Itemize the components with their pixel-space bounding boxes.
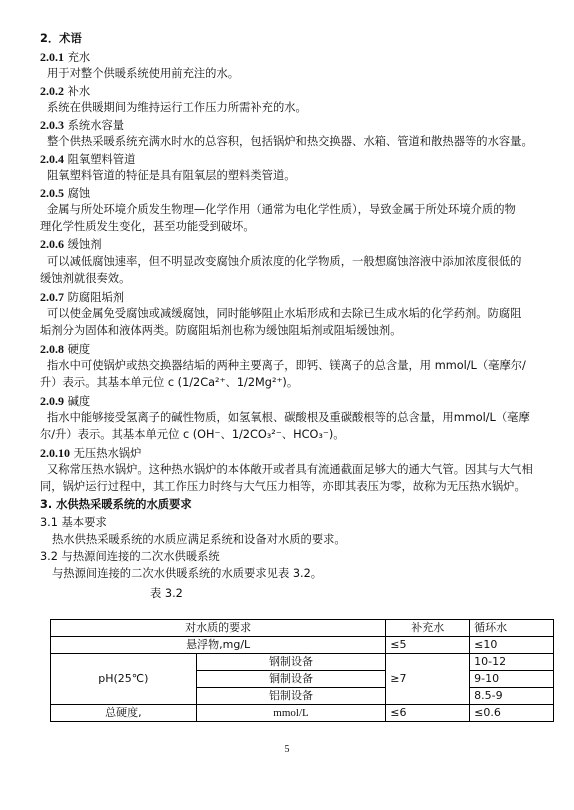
water-quality-table [50, 619, 554, 722]
term-2-0-8-heading [40, 342, 90, 357]
term-2-0-9-heading [40, 394, 90, 409]
hardness-label: 总硬度, [51, 705, 197, 722]
term-number: 2.0.6 [40, 237, 64, 251]
term-number: 2.0.2 [40, 84, 64, 98]
term-2-0-10-body-line2: 同，锅炉运行过程中，其工作压力时终与大气压力相等，亦即其表压为零，故称为无压热水锅炉。 [40, 480, 526, 493]
term-2-0-1-body: 用于对整个供暖系统使用前充注的水。 [47, 67, 240, 80]
term-2-0-4-heading [40, 152, 135, 167]
ph-makeup: ≥7 [386, 654, 470, 705]
term-number: 2.0.4 [40, 152, 64, 166]
term-title: 腐蚀 [67, 187, 91, 200]
table-caption: 表 3.2 [150, 587, 183, 600]
term-number: 2.0.8 [40, 342, 64, 356]
term-title: 充水 [67, 51, 91, 64]
term-number: 2.0.7 [40, 290, 64, 304]
term-number: 2.0.10 [40, 446, 70, 460]
term-title: 无压热水锅炉 [73, 447, 142, 460]
ph-circ-aluminum: 8.5-9 [470, 688, 554, 705]
term-2-0-2-body: 系统在供暖期间为维持运行工作压力所需补充的水。 [47, 101, 307, 114]
term-2-0-3-body: 整个供热采暖系统充满水时水的总容积，包括锅炉和热交换器、水箱、管道和散热器等的水容量。 [47, 135, 533, 148]
term-2-0-5-body-line1: 金属与所处环境介质发生物理—化学作用（通常为电化学性质），导致金属于所处环境介质的物 [47, 203, 516, 216]
term-2-0-6-heading [40, 237, 102, 252]
section-3-heading: 3. 水供热采暖系统的水质要求 [40, 498, 192, 511]
section-2-heading: 2．术语 [40, 32, 82, 45]
header-circulating-water: 循环水 [470, 620, 554, 637]
page-number: 5 [284, 744, 290, 755]
term-2-0-6-body-line1: 可以减低腐蚀速率，但不明显改变腐蚀介质浓度的化学物质，一般想腐蚀溶液中添加浓度很低的 [47, 255, 522, 268]
term-2-0-8-body-line2: 升）表示。其基本单元位 c (1/2Ca²⁺、1/2Mg²⁺)。 [40, 376, 299, 389]
term-number: 2.0.1 [40, 50, 64, 64]
term-2-0-4-body: 阻氧塑料管道的特征是具有阻氧层的塑料类管道。 [47, 169, 296, 182]
term-2-0-9-body-line1: 指水中能够接受氢离子的碱性物质，如氢氧根、碳酸根及重碳酸根等的总含量，用mmol/L（毫摩 [47, 411, 530, 424]
term-2-0-7-body-line2: 垢剂分为固体和液体两类。防腐阻垢剂也称为缓蚀阻垢剂或阻垢缓蚀剂。 [40, 324, 402, 337]
term-2-0-3-heading [40, 118, 124, 133]
hardness-unit: mmol/L [196, 705, 386, 722]
hardness-circ: ≤0.6 [470, 705, 554, 722]
term-number: 2.0.9 [40, 394, 64, 408]
term-title: 碱度 [67, 395, 91, 408]
term-2-0-7-body-line1: 可以使金属免受腐蚀或减缓腐蚀，同时能够阻止水垢形成和去除已生成水垢的化学药剂。防腐阻 [47, 307, 522, 320]
ph-circ-copper: 9-10 [470, 671, 554, 688]
ph-label: pH(25℃) [51, 654, 197, 705]
suspended-circ: ≤10 [470, 637, 554, 654]
hardness-makeup: ≤6 [386, 705, 470, 722]
ph-circ-steel: 10-12 [470, 654, 554, 671]
term-2-0-10-heading [40, 446, 141, 461]
term-title: 补水 [67, 85, 91, 98]
table-header-row [51, 620, 554, 637]
header-requirement: 对水质的要求 [51, 620, 386, 637]
term-2-0-7-heading [40, 290, 124, 305]
table-row-suspended [51, 637, 554, 654]
term-title: 缓蚀剂 [67, 238, 102, 251]
table-row-hardness [51, 705, 554, 722]
term-2-0-8-body-line1: 指水中可使锅炉或热交换器结垢的两种主要离子，即钙、镁离子的总含量，用 mmol/L（毫摩尔/ [47, 359, 526, 372]
term-2-0-10-body-line1: 又称常压热水锅炉。这种热水锅炉的本体敞开或者具有流通截面足够大的通大气管。因其与大气相 [47, 463, 533, 476]
section-3-2-heading: 3.2 与热源间连接的二次水供暖系统 [40, 550, 220, 563]
ph-device-steel: 钢制设备 [196, 654, 386, 671]
table-row-ph-steel [51, 654, 554, 671]
suspended-label: 悬浮物,mg/L [51, 637, 386, 654]
term-2-0-1-heading [40, 50, 90, 65]
term-2-0-2-heading [40, 84, 90, 99]
term-title: 防腐阻垢剂 [67, 291, 125, 304]
suspended-makeup: ≤5 [386, 637, 470, 654]
header-makeup-water: 补充水 [386, 620, 470, 637]
term-number: 2.0.3 [40, 118, 64, 132]
ph-device-aluminum: 铝制设备 [196, 688, 386, 705]
ph-device-copper: 铜制设备 [196, 671, 386, 688]
term-title: 系统水容量 [67, 119, 125, 132]
section-3-1-heading: 3.1 基本要求 [40, 516, 107, 529]
term-2-0-5-heading [40, 186, 90, 201]
section-3-1-body: 热水供热采暖系统的水质应满足系统和设备对水质的要求。 [52, 533, 346, 546]
term-2-0-5-body-line2: 理化学性质发生变化，甚至功能受到破坏。 [40, 220, 255, 233]
term-2-0-9-body-line2: 尔/升）表示。其基本单元位 c (OH⁻、1/2CO₃²⁻、HCO₃⁻)。 [40, 428, 345, 441]
term-title: 阻氧塑料管道 [67, 153, 136, 166]
term-2-0-6-body-line2: 缓蚀剂就很奏效。 [40, 272, 131, 285]
section-3-2-body: 与热源间连接的二次水供暖系统的水质要求见表 3.2。 [52, 567, 323, 580]
term-title: 硬度 [67, 343, 91, 356]
term-number: 2.0.5 [40, 186, 64, 200]
